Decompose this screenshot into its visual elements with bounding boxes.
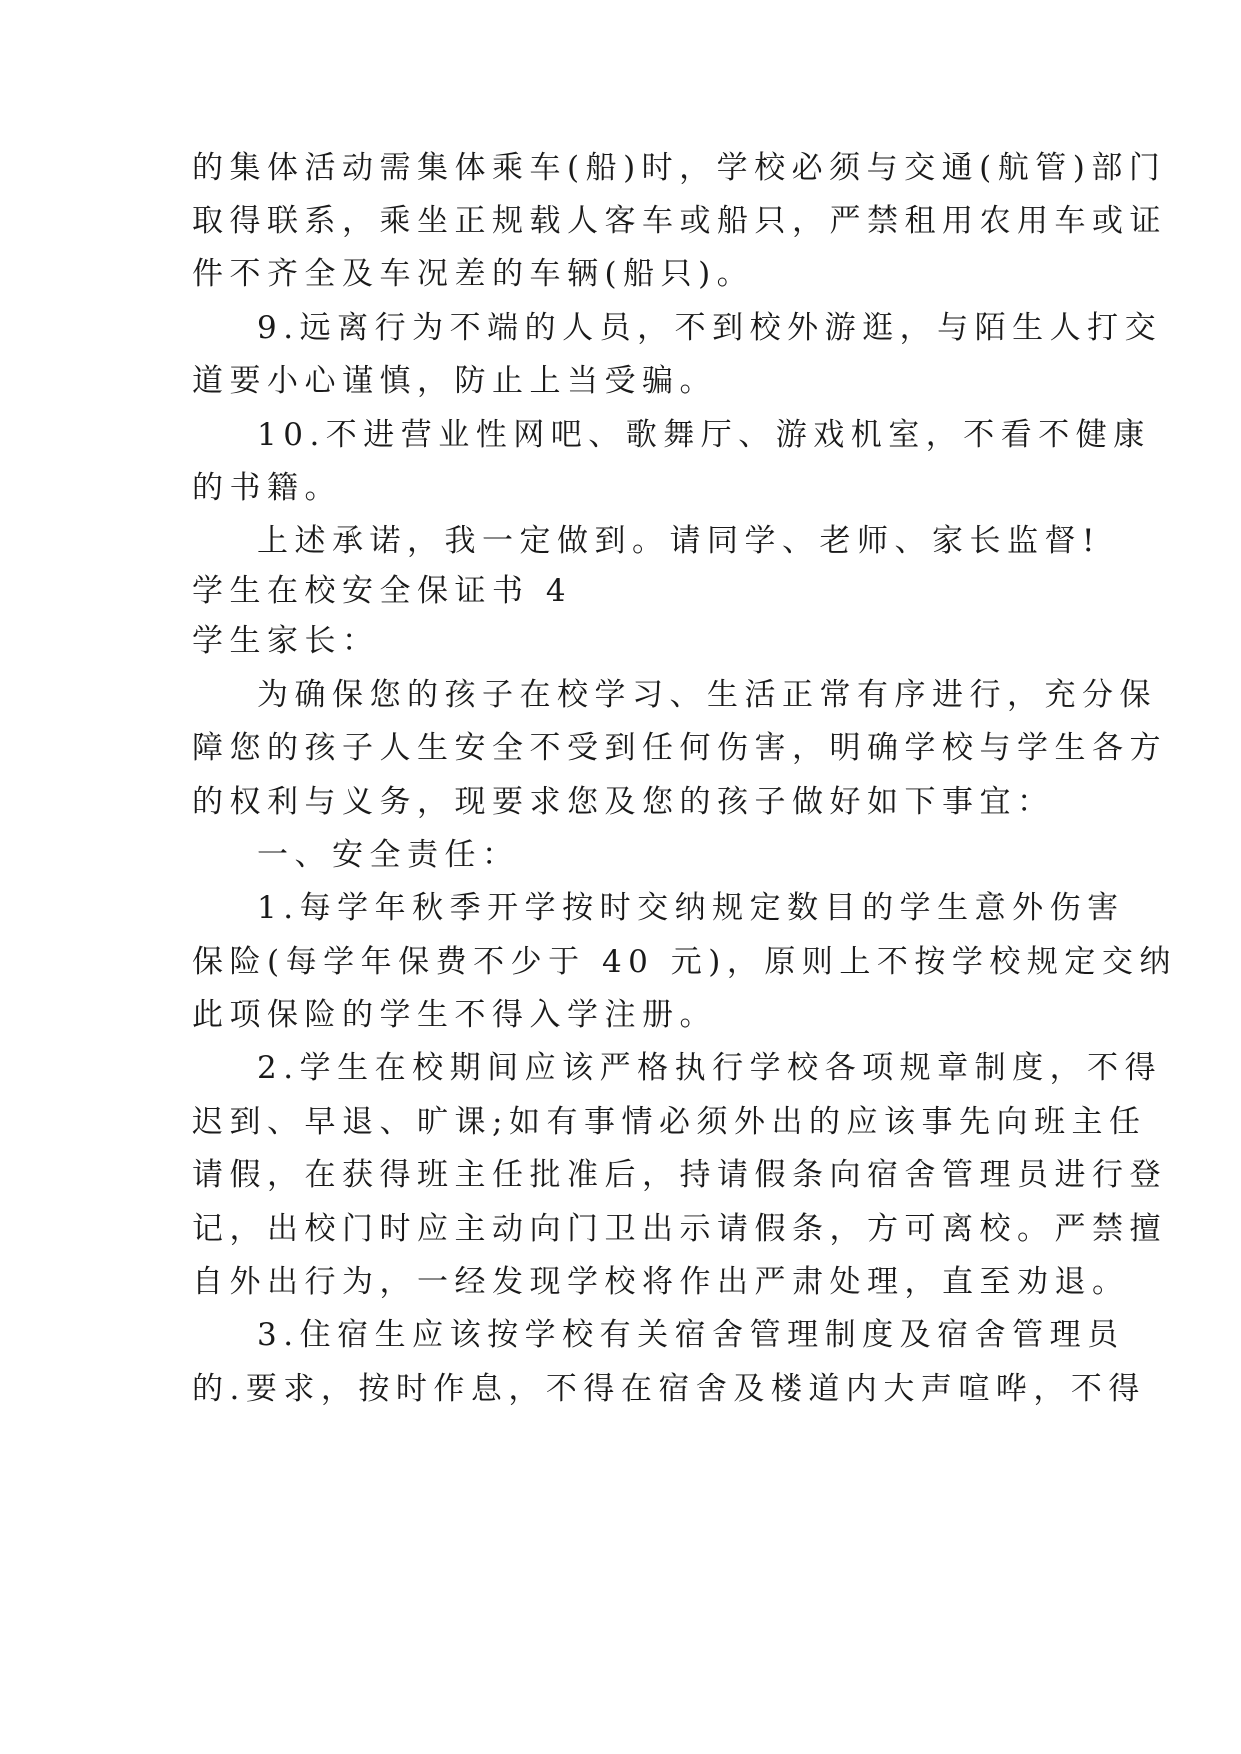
salutation: 学生家长： <box>192 623 380 659</box>
text-line: 请假，在获得班主任批准后，持请假条向宿舍管理员进行登 <box>192 1157 1167 1193</box>
text-line: 道要小心谨慎，防止上当受骗。 <box>192 363 717 399</box>
text-line: 取得联系，乘坐正规载人客车或船只，严禁租用农用车或证 <box>192 203 1167 239</box>
text-line: 的.要求，按时作息，不得在宿舍及楼道内大声喧哗，不得 <box>192 1371 1146 1407</box>
text-line: 9.远离行为不端的人员，不到校外游逛，与陌生人打交 <box>257 310 1163 346</box>
text-line: 2.学生在校期间应该严格执行学校各项规章制度，不得 <box>257 1050 1163 1086</box>
text-line: 记，出校门时应主动向门卫出示请假条，方可离校。严禁擅 <box>192 1211 1167 1247</box>
text-line: 件不齐全及车况差的车辆(船只)。 <box>192 256 755 292</box>
text-line: 自外出行为，一经发现学校将作出严肃处理，直至劝退。 <box>192 1264 1130 1300</box>
text-line: 为确保您的孩子在校学习、生活正常有序进行，充分保 <box>257 677 1157 713</box>
text-line: 一、安全责任： <box>257 837 520 873</box>
text-line: 保险(每学年保费不少于 40 元)，原则上不按学校规定交纳 <box>192 944 1177 980</box>
text-line: 的书籍。 <box>192 470 342 506</box>
text-line: 上述承诺，我一定做到。请同学、老师、家长监督! <box>257 523 1101 559</box>
text-line: 的集体活动需集体乘车(船)时，学校必须与交通(航管)部门 <box>192 150 1167 186</box>
text-line: 的权利与义务，现要求您及您的孩子做好如下事宜： <box>192 784 1055 820</box>
text-line: 此项保险的学生不得入学注册。 <box>192 997 717 1033</box>
text-line: 障您的孩子人生安全不受到任何伤害，明确学校与学生各方 <box>192 730 1167 766</box>
text-line: 3.住宿生应该按学校有关宿舍管理制度及宿舍管理员 <box>257 1317 1125 1353</box>
section-heading: 学生在校安全保证书 4 <box>192 573 573 609</box>
text-line: 1.每学年秋季开学按时交纳规定数目的学生意外伤害 <box>257 890 1125 926</box>
text-line: 10.不进营业性网吧、歌舞厅、游戏机室，不看不健康 <box>257 417 1151 453</box>
text-line: 迟到、早退、旷课;如有事情必须外出的应该事先向班主任 <box>192 1104 1147 1140</box>
